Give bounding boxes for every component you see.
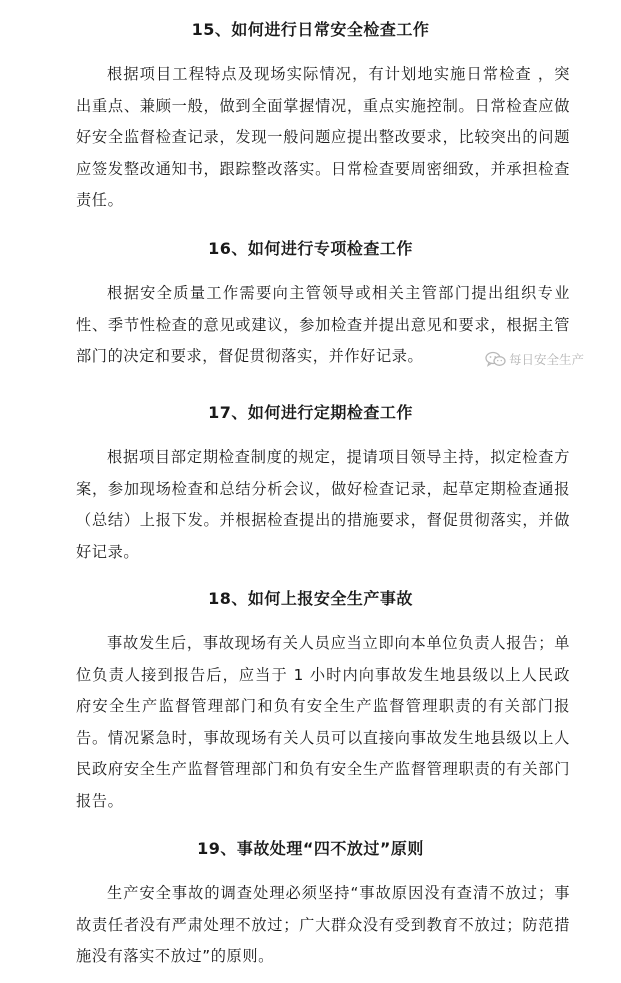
section-body-18: 事故发生后，事故现场有关人员应当立即向本单位负责人报告；单位负责人接到报告后，应当于 1 小时内向事故发生地县级以上人民政府安全生产监督管理部门和负有安全生产监督管理职责的有关部门报告。情况紧急时，事故现场有关人员可以直接向事故发生地县级以上人民政府安全生产监督管理部门和负有安全生产监督管理职责的有关部门报告。: [76, 634, 570, 810]
wechat-icon: [485, 351, 507, 367]
section-body-16: 根据安全质量工作需要向主管领导或相关主管部门提出组织专业性、季节性检查的意见或建议，参加检查并提出意见和要求，根据主管部门的决定和要求，督促贯彻落实，并作好记录。: [76, 284, 570, 366]
section-heading-16: 16、如何进行专项检查工作: [208, 239, 413, 258]
section-body-15: 根据项目工程特点及现场实际情况，有计划地实施日常检查 ，突出重点、兼顾一般，做到全面掌握情况，重点实施控制。日常检查应做好安全监督检查记录，发现一般问题应提出整改要求，比较突出的问题应签发整改通知书，跟踪整改落实。日常检查要周密细致，并承担检查责任。: [76, 65, 570, 210]
watermark-text: 每日安全生产: [509, 352, 585, 367]
section-heading-18: 18、如何上报安全生产事故: [208, 589, 413, 608]
section-heading-17: 17、如何进行定期检查工作: [208, 403, 413, 422]
section-heading-15: 15、如何进行日常安全检查工作: [191, 20, 430, 39]
watermark: [485, 350, 584, 368]
section-body-19: 生产安全事故的调查处理必须坚持“事故原因没有查清不放过；事故责任者没有严肃处理不放过；广大群众没有受到教育不放过；防范措施没有落实不放过”的原则。: [76, 884, 570, 966]
section-body-17: 根据项目部定期检查制度的规定，提请项目领导主持，拟定检查方案，参加现场检查和总结分析会议，做好检查记录，起草定期检查通报（总结）上报下发。并根据检查提出的措施要求，督促贯彻落实，并做好记录。: [76, 448, 570, 561]
section-heading-19: 19、事故处理“四不放过”原则: [197, 839, 424, 858]
